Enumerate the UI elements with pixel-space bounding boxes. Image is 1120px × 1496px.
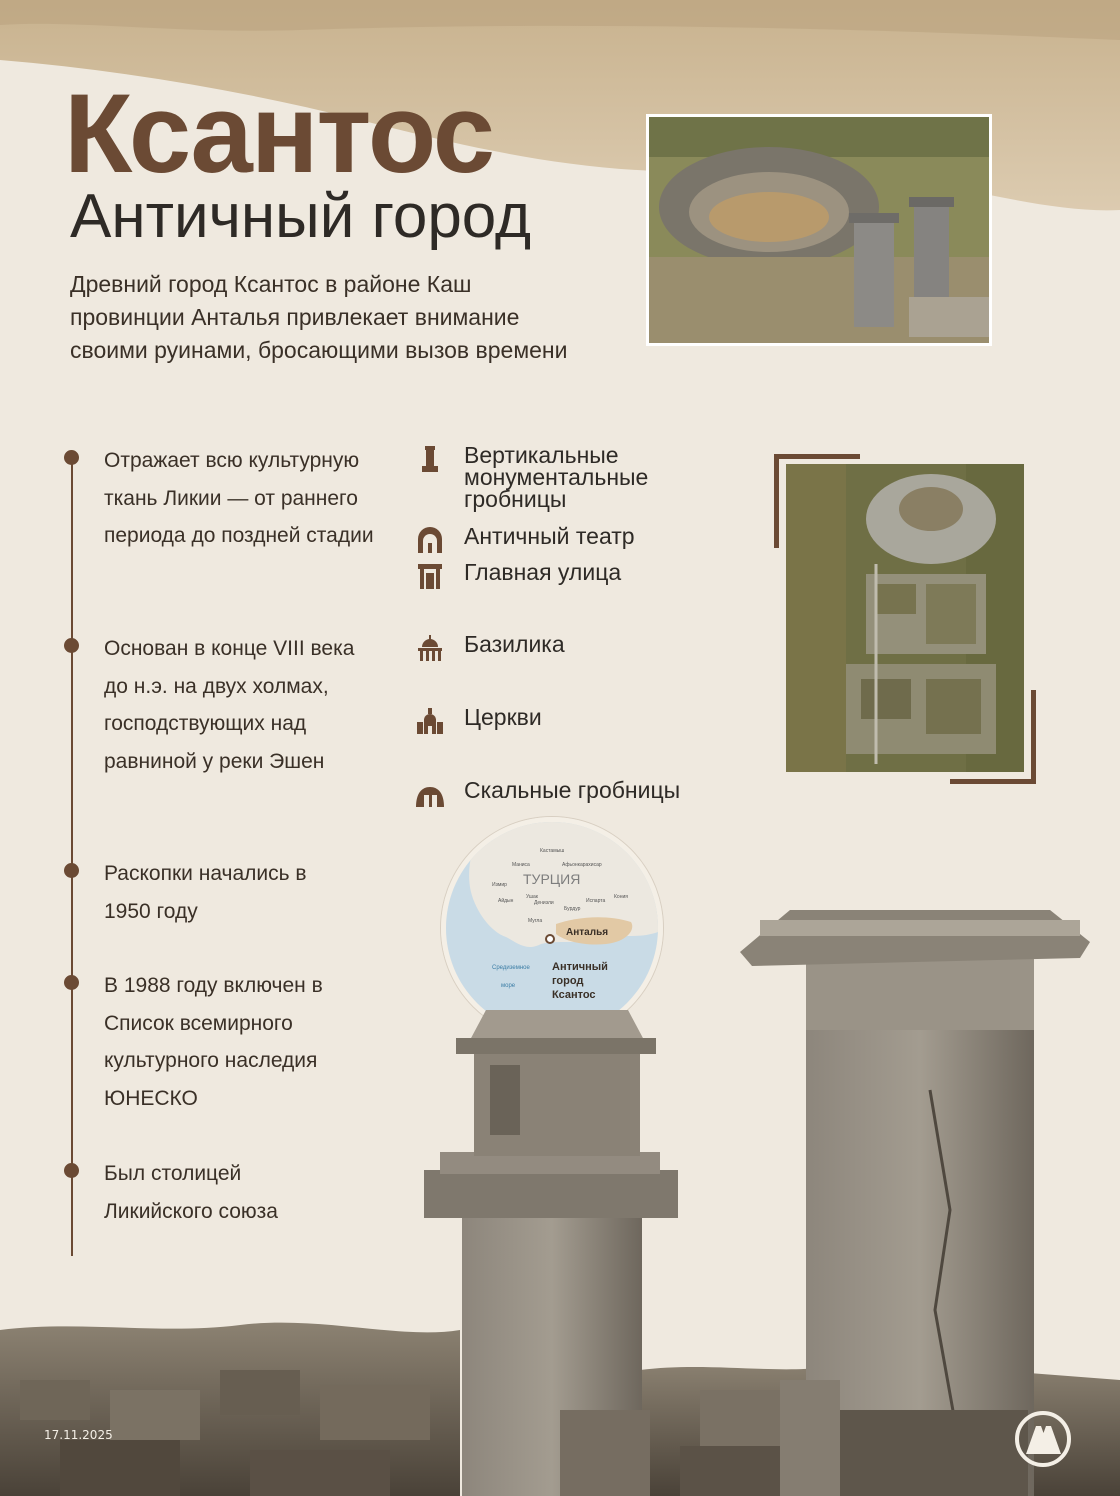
map-site-label-line1: Античный xyxy=(552,961,608,973)
map-town: Айдын xyxy=(498,898,514,904)
feature-item xyxy=(412,706,542,736)
rock-tomb-icon xyxy=(412,779,448,809)
feature-label: Базилика xyxy=(464,631,565,657)
feature-label: Скальные гробницы xyxy=(464,777,681,803)
map-town: Кастамыш xyxy=(540,848,565,854)
timeline-text: Был столицей Ликийского союза xyxy=(104,1162,278,1223)
map-town: Мугла xyxy=(528,918,543,924)
feature-item xyxy=(412,444,694,510)
intro-text: Древний город Ксантос в районе Каш провинции Анталья привлекает внимание своими руинами, бросающими вызов времени xyxy=(70,271,568,363)
feature-label: Античный театр xyxy=(464,523,635,549)
map-town: Денизли xyxy=(534,900,554,906)
map-town: Ушак xyxy=(526,894,538,900)
basilica-icon xyxy=(412,633,448,663)
timeline-text: В 1988 году включен в Список всемирного культурного наследия ЮНЕСКО xyxy=(104,974,323,1110)
page-subtitle: Античный город xyxy=(70,182,532,251)
feature-label: Вертикальные монументальные гробницы xyxy=(464,442,649,512)
map-city-label: Анталья xyxy=(566,927,609,938)
church-icon xyxy=(412,706,448,736)
timeline-dot xyxy=(64,638,79,653)
timeline-dot xyxy=(64,863,79,878)
timeline-text: Раскопки начались в 1950 году xyxy=(104,862,307,923)
page-title: Ксантос xyxy=(64,71,494,196)
agency-logo xyxy=(1014,1410,1072,1468)
monument-tomb-icon xyxy=(412,444,448,474)
map-sea-label-line1: Средиземное xyxy=(492,965,530,971)
map-town: Измир xyxy=(492,882,507,888)
ruins-illustration xyxy=(0,890,1120,1496)
feature-label: Главная улица xyxy=(464,559,622,585)
date-stamp: 17.11.2025 xyxy=(44,1428,113,1442)
feature-item xyxy=(412,525,635,555)
timeline-text: Отражает всю культурную ткань Ликии — от раннего периода до поздней стадии xyxy=(104,449,374,548)
map-town: Маниса xyxy=(512,862,530,868)
timeline-dot xyxy=(64,450,79,465)
map-town: Бурдур xyxy=(564,906,581,912)
feature-item xyxy=(412,779,680,809)
map-town: Испарта xyxy=(586,898,606,904)
feature-label: Церкви xyxy=(464,704,542,730)
theater-icon xyxy=(412,525,448,555)
feature-item xyxy=(412,633,565,663)
map-site-label-line2: город xyxy=(552,975,584,987)
aerial-photo xyxy=(786,464,1024,772)
map-site-label-line3: Ксантос xyxy=(552,989,596,1001)
theater-photo xyxy=(646,114,992,346)
street-gate-icon xyxy=(412,561,448,591)
map-town: Афьонкарахисар xyxy=(562,862,602,868)
timeline-text: Основан в конце VIII века до н.э. на двух холмах, господствующих над равниной у реки Эшен xyxy=(104,637,355,773)
map-country-label: ТУРЦИЯ xyxy=(523,871,581,887)
feature-item xyxy=(412,561,621,591)
map-town: Кония xyxy=(614,894,628,900)
map-sea-label-line2: море xyxy=(501,983,516,989)
